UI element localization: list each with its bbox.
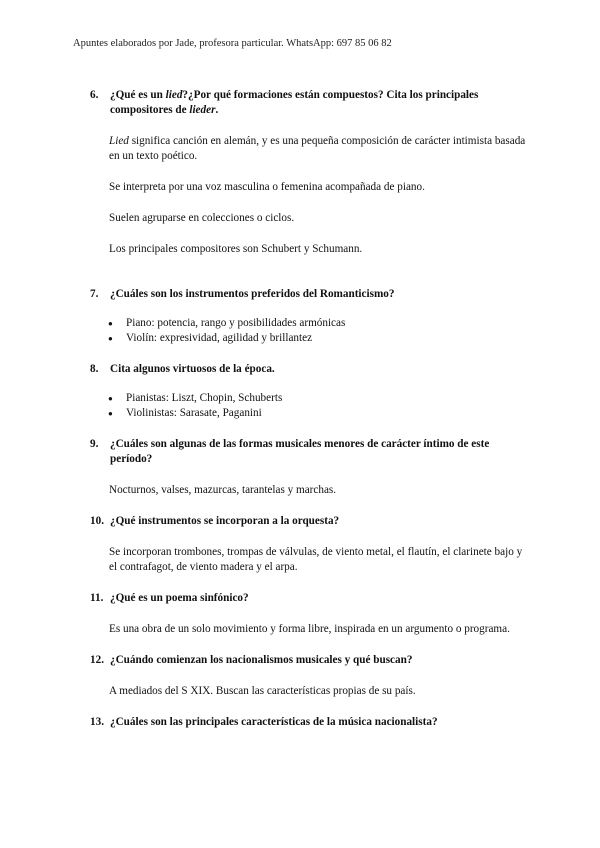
question-text: ¿Qué es un poema sinfónico? <box>110 592 249 604</box>
question-text-part: ?¿Por qué formaciones están compuestos? Cita los principales compositores de <box>110 89 479 116</box>
question-italic-term: lieder <box>189 104 216 116</box>
answer-6 <box>109 134 530 257</box>
question-text-part: . <box>215 104 219 116</box>
answer-paragraph: A mediados del S XIX. Buscan las características propias de su país. <box>109 685 416 697</box>
question-9 <box>90 437 530 467</box>
list-item: ● Piano: potencia, rango y posibilidades armónicas <box>126 316 530 331</box>
question-italic-term: lied <box>165 89 183 101</box>
answer-paragraph: Suelen agruparse en colecciones o ciclos. <box>109 212 295 224</box>
answer-9 <box>109 483 530 498</box>
answer-paragraph <box>109 134 530 164</box>
question-text <box>110 88 530 118</box>
question-text-part: ¿Qué es un <box>110 89 166 101</box>
question-12 <box>90 653 530 668</box>
question-number: 12. <box>90 654 104 666</box>
question-text: Cita algunos virtuosos de la época. <box>110 363 275 375</box>
bullet-list <box>90 391 530 421</box>
answer-text: significa canción en alemán, y es una pequeña composición de carácter intimista basada en un texto poético. <box>109 135 526 162</box>
question-text: ¿Cuándo comienzan los nacionalismos musicales y qué buscan? <box>110 654 413 666</box>
question-number: 10. <box>90 515 104 527</box>
list-item: ● Pianistas: Liszt, Chopin, Schuberts <box>126 391 530 406</box>
page-header: Apuntes elaborados por Jade, profesora particular. WhatsApp: 697 85 06 82 <box>73 38 392 49</box>
answer-paragraph: Es una obra de un solo movimiento y forma libre, inspirada en un argumento o programa. <box>109 623 510 635</box>
answer-paragraph: Nocturnos, valses, mazurcas, tarantelas y marchas. <box>109 484 337 496</box>
list-item: ● Violín: expresividad, agilidad y brillantez <box>126 331 530 346</box>
question-text: ¿Cuáles son algunas de las formas musicales menores de carácter íntimo de este período? <box>110 438 490 465</box>
question-6 <box>90 88 530 118</box>
question-13 <box>90 715 530 730</box>
answer-paragraph: Se incorporan trombones, trompas de válvulas, de viento metal, el flautín, el clarinete bajo y el contrafagot, de viento madera y el arpa. <box>109 546 523 573</box>
question-number: 7. <box>90 288 99 300</box>
question-text: ¿Cuáles son los instrumentos preferidos del Romanticismo? <box>110 288 395 300</box>
question-number: 11. <box>90 592 104 604</box>
answer-11 <box>109 622 530 637</box>
question-number: 13. <box>90 716 104 728</box>
question-number: 8. <box>90 363 99 375</box>
question-text: ¿Cuáles son las principales características de la música nacionalista? <box>110 716 438 728</box>
answer-10 <box>109 545 530 575</box>
answer-paragraph: Se interpreta por una voz masculina o femenina acompañada de piano. <box>109 181 425 193</box>
question-10 <box>90 514 530 529</box>
list-item: ● Violinistas: Sarasate, Paganini <box>126 406 530 421</box>
answer-italic-term: Lied <box>109 135 129 147</box>
answer-12 <box>109 684 530 699</box>
bullet-list <box>90 316 530 346</box>
document-body <box>90 88 530 730</box>
question-7 <box>90 287 530 302</box>
question-text: ¿Qué instrumentos se incorporan a la orquesta? <box>110 515 340 527</box>
question-8 <box>90 362 530 377</box>
question-11 <box>90 591 530 606</box>
question-number: 9. <box>90 438 99 450</box>
answer-paragraph: Los principales compositores son Schubert y Schumann. <box>109 243 363 255</box>
question-number: 6. <box>90 89 99 101</box>
